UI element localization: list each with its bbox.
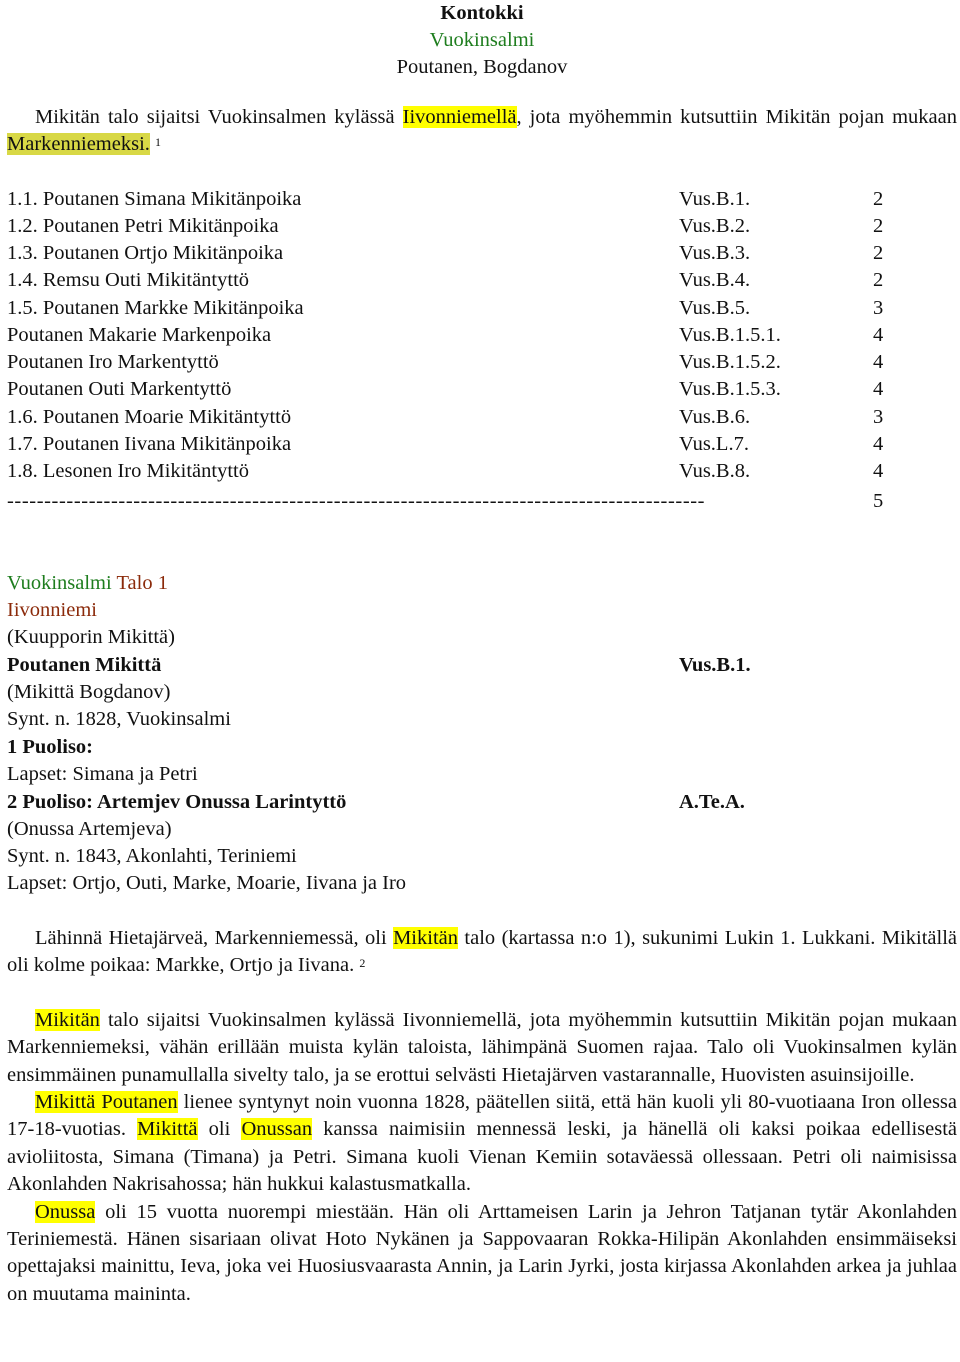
house-village: Vuokinsalmi <box>7 572 112 594</box>
index-name: 1.2. Poutanen Petri Mikitänpoika <box>7 215 279 237</box>
paragraph-3-text-2: oli <box>197 1118 242 1141</box>
highlight-onussan: Onussan <box>241 1118 313 1141</box>
paragraph-3-text-3: kanssa naimisiin mennessä leski, ja hänellä oli kaksi poikaa edellisestä avioliitosta, Simana (Timana) ja Petri. Simana kuoli Vienan Kemiin sotaväessä ollessaan. Petri oli naimisissa Akonlahden Nakrisahossa; hän hukkui kalastusmatkalla. <box>7 1118 958 1196</box>
house-number: Talo 1 <box>111 572 168 594</box>
children-1: Lapset: Simana ja Petri <box>7 763 198 785</box>
index-page-number: 2 <box>873 188 884 210</box>
family-heading: Poutanen, Bogdanov <box>396 56 568 78</box>
index-code: Vus.B.1. <box>679 188 751 210</box>
intro-highlight-iivonniemi: Iivonniemellä <box>402 106 517 128</box>
index-code: Vus.B.2. <box>679 215 751 237</box>
dashed-separator: ---------------------------------------------------------------------------------------------- <box>7 490 706 512</box>
index-name: Poutanen Makarie Markenpoika <box>7 324 272 346</box>
intro-highlight-markenniemeksi: Markenniemeksi. <box>7 133 150 156</box>
highlight-mikitta-poutanen: Mikittä Poutanen <box>35 1091 178 1114</box>
index-name: 1.6. Poutanen Moarie Mikitäntyttö <box>7 406 292 428</box>
index-name: 1.8. Lesonen Iro Mikitäntyttö <box>7 460 249 482</box>
spouse-1-label: 1 Puoliso: <box>7 736 93 758</box>
village-heading: Vuokinsalmi <box>429 29 535 51</box>
children-2: Lapset: Ortjo, Outi, Marke, Moarie, Iivana ja Iro <box>7 872 407 894</box>
index-page-number: 4 <box>873 324 884 346</box>
index-code: Vus.B.5. <box>679 297 751 319</box>
head-of-house-code: Vus.B.1. <box>679 654 751 676</box>
index-page-number: 3 <box>873 406 884 428</box>
spouse-2-alias: (Onussa Artemjeva) <box>7 818 172 840</box>
house-heading <box>7 570 168 597</box>
index-name: Poutanen Iro Markentyttö <box>7 351 219 373</box>
index-code: Vus.B.3. <box>679 242 751 264</box>
intro-text-2: , jota myöhemmin kutsuttiin Mikitän pojan mukaan <box>516 106 957 128</box>
paragraph-1 <box>7 925 957 980</box>
highlight-mikitan: Mikitän <box>393 927 458 949</box>
index-name: 1.7. Poutanen Iivana Mikitänpoika <box>7 433 292 455</box>
house-alias: (Kuupporin Mikittä) <box>7 626 175 648</box>
highlight-mikitan-2: Mikitän <box>35 1008 100 1031</box>
index-page-number: 2 <box>873 242 884 264</box>
paragraph-3 <box>7 1089 957 1199</box>
paragraph-1-text-2: talo (kartassa n:o 1), sukunimi Lukin 1. Lukkani. Mikitällä oli kolme poikaa: Markke, Ortjo ja Iivana. <box>7 927 957 977</box>
index-page-number: 4 <box>873 460 884 482</box>
index-name: Poutanen Outi Markentyttö <box>7 378 232 400</box>
index-name: 1.3. Poutanen Ortjo Mikitänpoika <box>7 242 284 264</box>
paragraph-4-text: oli 15 vuotta nuorempi miestään. Hän oli Arttameisen Larin ja Jehron Tatjanan tytär Akonlahden Teriniemestä. Hänen sisariaan olivat Hoto Nykänen ja Sappovaaran Rokka-Hilipän Akonlahden ensimmäiseksi opettajaksi mainittu, Ieva, joka vei Huosiusvaarasta Annin, ja Larin Jyrki, josta kirjassa Akonlahden arkea ja juhlaa on muutama maininta. <box>7 1200 957 1305</box>
index-page-number: 4 <box>873 351 884 373</box>
index-page-number: 2 <box>873 269 884 291</box>
intro-text-1: Mikitän talo sijaitsi Vuokinsalmen kylässä <box>35 106 403 128</box>
index-code: Vus.B.1.5.3. <box>679 378 781 400</box>
narrative <box>7 925 957 1308</box>
index-code: Vus.L.7. <box>679 433 749 455</box>
document-title: Kontokki <box>440 2 524 24</box>
highlight-onussa: Onussa <box>35 1200 96 1223</box>
highlight-mikitta: Mikittä <box>137 1118 198 1141</box>
spouse-2-code: A.Te.A. <box>679 791 745 813</box>
paragraph-2-text: talo sijaitsi Vuokinsalmen kylässä Iivonniemellä, jota myöhemmin kutsuttiin Mikitän pojan mukaan Markenniemeksi, vähän erillään muista kylän taloista, lähimpänä Suomen rajaa. Talo oli Vuokinsalmen kylän ensimmäinen punamullalla sivelty talo, ja se erottui selvästi Hietajärven vastarannalle, Huovisten asuinsijoille. <box>7 1008 957 1086</box>
spouse-2-birth: Synt. n. 1843, Akonlahti, Teriniemi <box>7 845 297 867</box>
intro-paragraph <box>7 104 957 159</box>
index-name: 1.1. Poutanen Simana Mikitänpoika <box>7 188 302 210</box>
index-name: 1.5. Poutanen Markke Mikitänpoika <box>7 297 304 319</box>
index-code: Vus.B.6. <box>679 406 751 428</box>
index-code: Vus.B.1.5.1. <box>679 324 781 346</box>
footnote-marker-2: 2 <box>359 956 366 971</box>
head-of-house-birth: Synt. n. 1828, Vuokinsalmi <box>7 708 231 730</box>
paragraph-1-text-1: Lähinnä Hietajärveä, Markenniemessä, oli <box>35 927 394 949</box>
head-of-house-name: Poutanen Mikittä <box>7 654 162 676</box>
paragraph-2 <box>7 1007 957 1089</box>
footnote-marker-1: 1 <box>155 135 162 150</box>
index-name: 1.4. Remsu Outi Mikitäntyttö <box>7 269 250 291</box>
document-header <box>7 0 957 81</box>
paragraph-3-text-1: lienee syntynyt noin vuonna 1828, päätellen siitä, että hän kuoli yli 80-vuotiaana Iron ollessa 17-18-vuotias. <box>7 1091 957 1141</box>
index-page-number: 3 <box>873 297 884 319</box>
paragraph-4 <box>7 1199 957 1309</box>
index-page-number: 4 <box>873 433 884 455</box>
index-code: Vus.B.4. <box>679 269 751 291</box>
index-page-number: 4 <box>873 378 884 400</box>
index-code: Vus.B.1.5.2. <box>679 351 781 373</box>
head-of-house-alias: (Mikittä Bogdanov) <box>7 681 171 703</box>
separator-page-number: 5 <box>873 490 884 512</box>
spouse-2-name: 2 Puoliso: Artemjev Onussa Larintyttö <box>7 791 347 813</box>
index-code: Vus.B.8. <box>679 460 751 482</box>
index-page-number: 2 <box>873 215 884 237</box>
house-place: Iivonniemi <box>7 599 97 621</box>
